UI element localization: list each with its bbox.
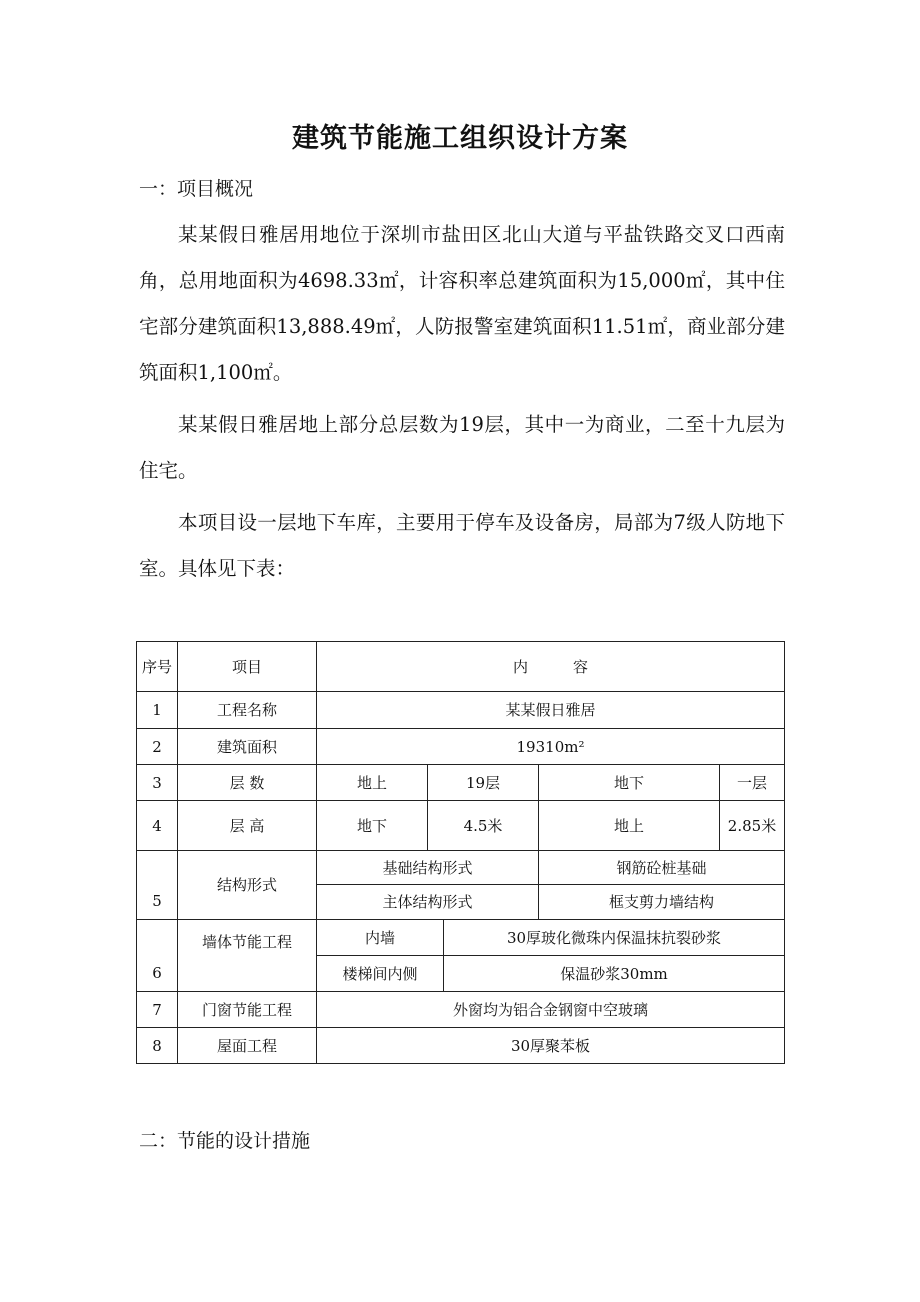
row-item: 工程名称 xyxy=(178,692,317,729)
row-item: 建筑面积 xyxy=(178,729,317,765)
row-sub-value: 保温砂浆30mm xyxy=(444,956,785,992)
row-seq: 1 xyxy=(137,692,178,729)
row-item: 门窗节能工程 xyxy=(178,992,317,1028)
row-cell: 地下 xyxy=(539,765,720,801)
row-sub-label: 楼梯间内侧 xyxy=(317,956,444,992)
row-sub-label: 主体结构形式 xyxy=(317,885,539,920)
header-item: 项目 xyxy=(178,642,317,692)
document-title: 建筑节能施工组织设计方案 xyxy=(292,123,628,154)
row-cell: 地上 xyxy=(539,801,720,851)
row-sub-label: 内墙 xyxy=(317,920,444,956)
row-item: 结构形式 xyxy=(178,851,317,920)
row-seq: 6 xyxy=(137,920,178,992)
table-row xyxy=(137,1028,785,1064)
row-sub-value: 30厚玻化微珠内保温抹抗裂砂浆 xyxy=(444,920,785,956)
row-seq: 4 xyxy=(137,801,178,851)
row-seq: 2 xyxy=(137,729,178,765)
header-seq: 序号 xyxy=(137,642,178,692)
row-seq: 7 xyxy=(137,992,178,1028)
project-info-table xyxy=(136,641,785,1064)
table-row xyxy=(137,729,785,765)
row-sub-value: 框支剪力墙结构 xyxy=(539,885,785,920)
row-cell: 地上 xyxy=(317,765,428,801)
row-content: 30厚聚苯板 xyxy=(317,1028,785,1064)
table-row xyxy=(137,765,785,801)
table-row xyxy=(137,692,785,729)
row-content: 19310m² xyxy=(317,729,785,765)
section-heading-project-overview: 一：项目概况 xyxy=(139,178,254,200)
row-item: 墙体节能工程 xyxy=(178,920,317,992)
section-heading-design-measures: 二：节能的设计措施 xyxy=(139,1130,311,1152)
paragraph-floors: 某某假日雅居地上部分总层数为19层，其中一为商业，二至十九层为住宅。 xyxy=(139,413,785,482)
row-cell: 地下 xyxy=(317,801,428,851)
paragraph-basement: 本项目设一层地下车库，主要用于停车及设备房，局部为7级人防地下室。具体见下表： xyxy=(139,511,785,580)
row-cell: 19层 xyxy=(428,765,539,801)
row-cell: 一层 xyxy=(720,765,785,801)
paragraph-site-area: 某某假日雅居用地位于深圳市盐田区北山大道与平盐铁路交叉口西南角，总用地面积为4698.33㎡，计容积率总建筑面积为15,000㎡，其中住宅部分建筑面积13,888.49㎡，人防报警室建筑面积11.51㎡，商业部分建筑面积1,100㎡。 xyxy=(139,223,785,384)
row-cell: 4.5米 xyxy=(428,801,539,851)
header-content: 内 容 xyxy=(317,642,785,692)
table-row xyxy=(137,851,785,885)
row-seq: 3 xyxy=(137,765,178,801)
row-content: 外窗均为铝合金钢窗中空玻璃 xyxy=(317,992,785,1028)
row-cell: 2.85米 xyxy=(720,801,785,851)
row-content: 某某假日雅居 xyxy=(317,692,785,729)
row-item: 层 高 xyxy=(178,801,317,851)
row-seq: 8 xyxy=(137,1028,178,1064)
row-item: 层 数 xyxy=(178,765,317,801)
row-sub-label: 基础结构形式 xyxy=(317,851,539,885)
row-sub-value: 钢筋砼桩基础 xyxy=(539,851,785,885)
table-row xyxy=(137,992,785,1028)
table-row xyxy=(137,920,785,956)
row-seq: 5 xyxy=(137,851,178,920)
table-row xyxy=(137,801,785,851)
table-header-row xyxy=(137,642,785,692)
row-item: 屋面工程 xyxy=(178,1028,317,1064)
